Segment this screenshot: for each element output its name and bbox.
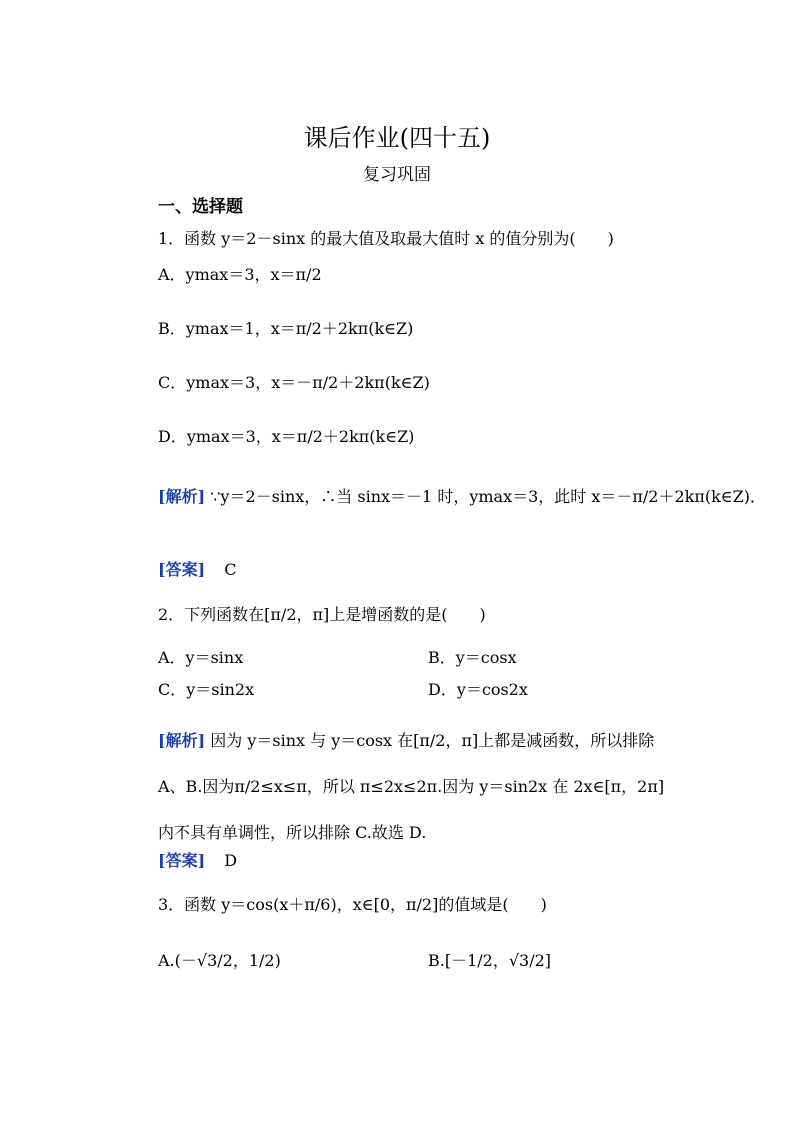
analysis-label: [解析] bbox=[158, 487, 206, 506]
section-title: 一、选择题 bbox=[158, 197, 243, 217]
question-1-option-c: C．ymax＝3，x＝－π/2＋2kπ(k∈Z) bbox=[158, 373, 430, 392]
question-2-option-b: B．y＝cosx bbox=[428, 648, 517, 667]
answer-value: C bbox=[224, 560, 237, 579]
question-2-option-c: C．y＝sin2x bbox=[158, 680, 255, 699]
question-2-option-d: D．y＝cos2x bbox=[428, 680, 528, 699]
question-1-option-a: A．ymax＝3，x＝π/2 bbox=[158, 265, 322, 284]
analysis-text: ∵y＝2－sinx，∴当 sinx＝－1 时，ymax＝3，此时 x＝－π/2＋2kπ(k∈Z)． bbox=[210, 487, 766, 506]
question-3-option-b: B.[－1/2，√3/2] bbox=[428, 951, 552, 970]
question-2-stem: 2．下列函数在[π/2，π]上是增函数的是( ) bbox=[158, 605, 486, 624]
question-1-answer bbox=[158, 557, 237, 580]
analysis-label: [解析] bbox=[158, 731, 206, 750]
question-2-analysis bbox=[158, 718, 678, 856]
question-1-option-d: D．ymax＝3，x＝π/2＋2kπ(k∈Z) bbox=[158, 427, 415, 446]
question-1-option-b: B．ymax＝1，x＝π/2＋2kπ(k∈Z) bbox=[158, 319, 414, 338]
page-title: 课后作业(四十五) bbox=[303, 124, 491, 152]
question-3-stem: 3．函数 y＝cos(x＋π/6)，x∈[0，π/2]的值域是( ) bbox=[158, 895, 547, 914]
question-2-option-a: A．y＝sinx bbox=[158, 648, 244, 667]
analysis-text: 因为 y＝sinx 与 y＝cosx 在[π/2，π]上都是减函数，所以排除 A、B.因为π/2≤x≤π，所以 π≤2x≤2π.因为 y＝sin2x 在 2x∈[π，2π]内不具有单调性，所以排除 C.故选 D. bbox=[158, 731, 665, 842]
answer-label: [答案] bbox=[158, 851, 206, 870]
question-1-stem: 1．函数 y＝2－sinx 的最大值及取最大值时 x 的值分别为( ) bbox=[158, 229, 614, 248]
question-1-analysis bbox=[158, 484, 766, 507]
answer-label: [答案] bbox=[158, 560, 206, 579]
answer-value: D bbox=[224, 851, 238, 870]
question-2-answer bbox=[158, 848, 237, 871]
page-subtitle: 复习巩固 bbox=[363, 165, 431, 185]
question-3-option-a: A.(－√3/2，1/2) bbox=[158, 951, 281, 970]
